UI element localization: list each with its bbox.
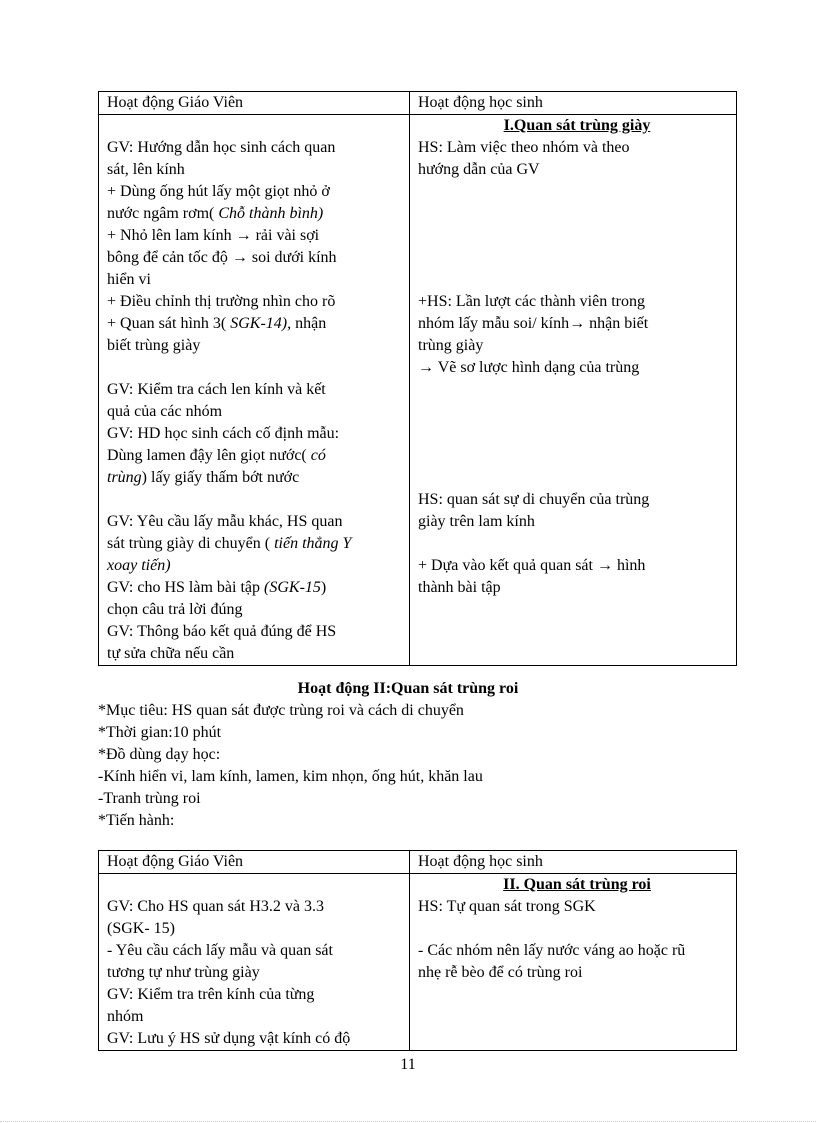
section-title: II. Quan sát trùng roi xyxy=(503,876,651,893)
text-line: GV: Lưu ý HS sử dụng vật kính có độ xyxy=(107,1030,351,1047)
procedure-label: *Tiến hành: xyxy=(98,812,175,829)
teacher-activities-cell xyxy=(99,115,410,666)
text-line: giày trên lam kính xyxy=(418,513,535,530)
text-line: nhóm xyxy=(107,1008,144,1025)
text-line: sát trùng giày di chuyển ( tiến thẳng Y xyxy=(107,535,352,552)
student-column-header: Hoạt động học sinh xyxy=(410,92,737,115)
text-line: biết trùng giày xyxy=(107,337,201,354)
student-activities-cell xyxy=(410,115,737,666)
page-number: 11 xyxy=(400,1056,416,1073)
text-line: thành bài tập xyxy=(418,579,501,596)
student-column-header: Hoạt động học sinh xyxy=(410,851,737,874)
text-line: - Yêu cầu cách lấy mẫu và quan sát xyxy=(107,942,333,959)
activity-table-2 xyxy=(98,850,737,1051)
text-line: quả của các nhóm xyxy=(107,403,223,420)
page-bottom-divider xyxy=(0,1121,816,1122)
text-line: nhẹ rễ bèo để có trùng roi xyxy=(418,964,583,981)
text-line: nhóm lấy mẫu soi/ kính→ nhận biết xyxy=(418,315,649,332)
text-line: HS: Tự quan sát trong SGK xyxy=(418,898,596,915)
text-line: + Điều chỉnh thị trường nhìn cho rõ xyxy=(107,293,336,310)
text-line: sát, lên kính xyxy=(107,161,185,178)
text-line: Dùng lamen đậy lên giọt nước( có xyxy=(107,447,326,464)
material-line: -Tranh trùng roi xyxy=(98,790,201,807)
text-line: + Dựa vào kết quả quan sát → hình xyxy=(418,557,646,574)
text-line: +HS: Lần lượt các thành viên trong xyxy=(418,293,645,310)
activity-2-info xyxy=(98,700,483,832)
text-line: xoay tiến) xyxy=(107,557,171,574)
time-line: *Thời gian:10 phút xyxy=(98,724,222,741)
text-line: tự sửa chữa nếu cần xyxy=(107,645,235,662)
text-line: hướng dẫn của GV xyxy=(418,161,540,178)
text-line: GV: HD học sinh cách cố định mẫu: xyxy=(107,425,340,442)
text-line: tương tự như trùng giày xyxy=(107,964,260,981)
table-body-row xyxy=(99,874,737,1051)
text-line: + Nhỏ lên lam kính → rải vài sợi xyxy=(107,227,320,244)
text-line: HS: quan sát sự di chuyển của trùng xyxy=(418,491,650,508)
table-header-row xyxy=(99,851,737,874)
text-line: + Quan sát hình 3( SGK-14), nhận xyxy=(107,315,327,332)
section-title: I.Quan sát trùng giày xyxy=(503,117,651,134)
text-line: - Các nhóm nên lấy nước váng ao hoặc rũ xyxy=(418,942,686,959)
text-line: chọn câu trả lời đúng xyxy=(107,601,243,618)
activity-2-title: Hoạt động II:Quan sát trùng roi xyxy=(297,680,519,697)
text-line: (SGK- 15) xyxy=(107,920,175,937)
text-line: GV: Kiểm tra cách len kính và kết xyxy=(107,381,326,398)
text-line: + Dùng ống hút lấy một giọt nhỏ ở xyxy=(107,183,330,200)
text-line: GV: Thông báo kết quả đúng để HS xyxy=(107,623,337,640)
teacher-column-header: Hoạt động Giáo Viên xyxy=(99,92,410,115)
activity-table-1 xyxy=(98,91,737,666)
text-line: hiển vi xyxy=(107,271,151,288)
materials-label: *Đồ dùng dạy học: xyxy=(98,746,221,763)
text-line: GV: Cho HS quan sát H3.2 và 3.3 xyxy=(107,898,325,915)
text-line: GV: Yêu cầu lấy mẫu khác, HS quan xyxy=(107,513,343,530)
text-line: HS: Làm việc theo nhóm và theo xyxy=(418,139,630,156)
text-line: trùng giày xyxy=(418,337,484,354)
text-line: GV: cho HS làm bài tập (SGK-15) xyxy=(107,579,327,596)
objective-line: *Mục tiêu: HS quan sát được trùng roi và cách di chuyển xyxy=(98,702,464,719)
student-activities-cell xyxy=(410,874,737,1051)
text-line: nước ngâm rơm( Chỗ thành bình) xyxy=(107,205,324,222)
table-body-row xyxy=(99,115,737,666)
table-header-row xyxy=(99,92,737,115)
teacher-activities-cell xyxy=(99,874,410,1051)
teacher-column-header: Hoạt động Giáo Viên xyxy=(99,851,410,874)
material-line: -Kính hiển vi, lam kính, lamen, kim nhọn, ống hút, khăn lau xyxy=(98,768,483,785)
text-line: GV: Kiểm tra trên kính của từng xyxy=(107,986,315,1003)
text-line: → Vẽ sơ lược hình dạng của trùng xyxy=(418,359,640,376)
text-line: trùng) lấy giấy thấm bớt nước xyxy=(107,469,300,486)
text-line: bông để cản tốc độ → soi dưới kính xyxy=(107,249,337,266)
text-line: GV: Hướng dẫn học sinh cách quan xyxy=(107,139,336,156)
